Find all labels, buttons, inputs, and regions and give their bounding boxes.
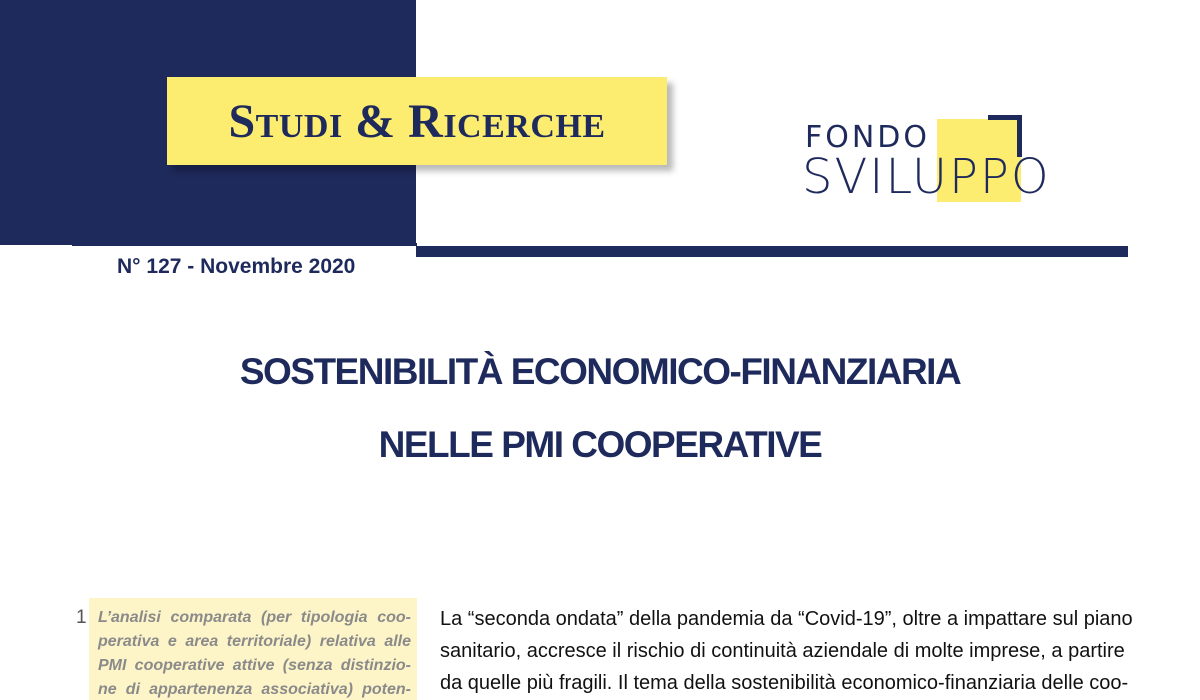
sidebar-number: 1 bbox=[76, 607, 87, 628]
sidebar-line: PMI cooperative attive (senza distinzio- bbox=[98, 657, 411, 674]
header-rule-left bbox=[72, 243, 417, 246]
sidebar-text bbox=[89, 598, 417, 700]
sidebar-box bbox=[89, 598, 417, 700]
body-line: sanitario, accresce il rischio di continuità aziendale di molte imprese, a partire bbox=[440, 640, 1125, 662]
logo-line2: SVILUPPO bbox=[802, 149, 1051, 205]
series-title: Studi & Ricerche bbox=[228, 94, 606, 148]
body-paragraph bbox=[440, 603, 1133, 699]
issue-number: N° 127 - Novembre 2020 bbox=[117, 255, 356, 278]
body-line: La “seconda ondata” della pandemia da “Covid-19”, oltre a impattare sul piano bbox=[440, 608, 1133, 630]
sidebar-line: ne di appartenenza associativa) poten- bbox=[98, 681, 411, 698]
logo-line1: FONDO bbox=[805, 120, 931, 155]
body-line: da quelle più fragili. Il tema della sostenibilità economico-finanziaria delle coo- bbox=[440, 672, 1129, 694]
document-title-line2: NELLE PMI COOPERATIVE bbox=[378, 424, 822, 465]
fondo-sviluppo-logo bbox=[800, 113, 1130, 213]
sidebar-line: perativa e area territoriale) relativa alle bbox=[98, 633, 411, 650]
sidebar-line: L’analisi comparata (per tipologia coo- bbox=[98, 609, 411, 626]
header-rule-right bbox=[416, 246, 1128, 257]
series-label bbox=[167, 77, 667, 165]
document-title-line1: SOSTENIBILITÀ ECONOMICO-FINANZIARIA bbox=[239, 351, 961, 392]
